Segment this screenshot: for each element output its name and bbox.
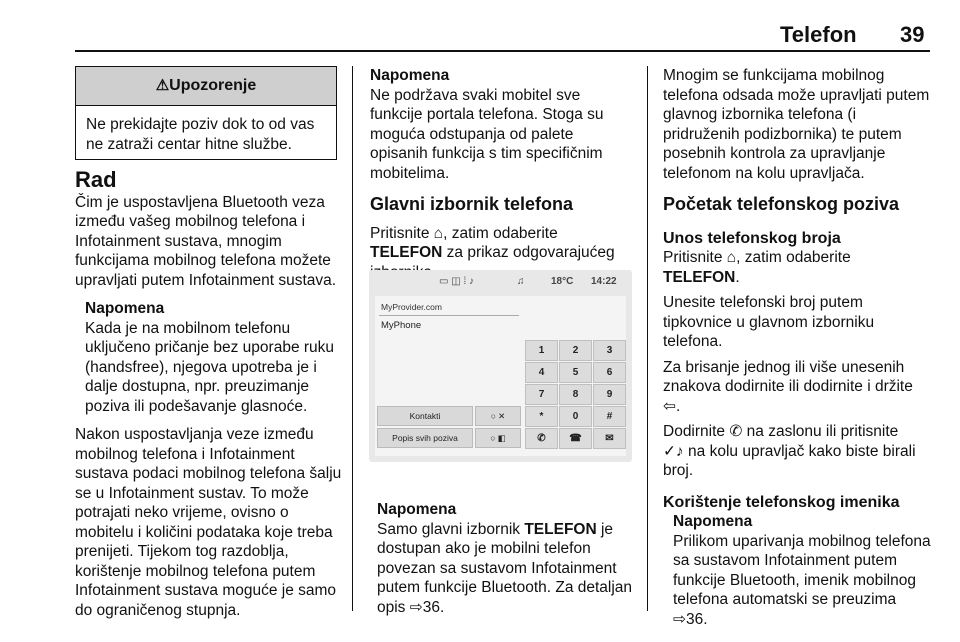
key-5[interactable]: 5 xyxy=(559,362,592,383)
infotainment-screen-image xyxy=(369,270,632,462)
key-7[interactable]: 7 xyxy=(525,384,558,405)
key-4[interactable]: 4 xyxy=(525,362,558,383)
status-icons: ▭ ◫ ⁞ ♪ xyxy=(439,276,475,287)
note-title: Napomena xyxy=(85,300,165,317)
dial-paragraph: Dodirnite ✆ na zaslonu ili pritisnite ✓♪ na kolu upravljač kako biste birali broj. xyxy=(663,423,916,479)
call-list-button[interactable]: Popis svih poziva xyxy=(377,428,473,448)
music-icon: ♫ xyxy=(517,276,525,287)
reference-arrow-icon: ⇨ xyxy=(409,598,423,616)
voicemail-icon: ✉ xyxy=(605,433,614,444)
mic-off-icon: ○ ✕ xyxy=(490,411,506,421)
speaker-icon: ○ ◧ xyxy=(490,433,506,443)
handsfree-button[interactable] xyxy=(475,428,521,448)
subheading-phonebook: Korištenje telefonskog imenika xyxy=(663,493,900,511)
column-divider-2 xyxy=(647,66,648,611)
enter-number-instructions: Pritisnite ⌂, zatim odaberite TELEFON. xyxy=(663,249,851,286)
page-header-title: Telefon xyxy=(780,22,857,47)
contacts-button[interactable]: Kontakti xyxy=(377,406,473,426)
clock: 14:22 xyxy=(591,276,617,287)
column-divider-1 xyxy=(352,66,353,611)
section-heading-main-menu: Glavni izbornik telefona xyxy=(370,194,574,214)
temperature: 18°C xyxy=(551,276,574,287)
note-handsfree xyxy=(75,299,343,416)
column-3 xyxy=(663,66,933,629)
data-transfer-paragraph: Nakon uspostavljanja veze između mobilnog telefona i Infotainment sustava podaci mobilnog telefona šalju se u Infotainment sustav. To može potrajati neko vrijeme, ovisno o mobitelu i količini podataka koje treba prenijeti. Tijekom tog razdoblja, korištenje mobilnog telefona putem Infotainment sustava moguće je samo do ograničenog stupnja. xyxy=(75,426,342,619)
key-6[interactable]: 6 xyxy=(593,362,626,383)
steering-call-icon: ✓♪ xyxy=(663,442,684,460)
subheading-number-entry: Unos telefonskog broja xyxy=(663,229,841,247)
mute-mic-button[interactable] xyxy=(475,406,521,426)
header-rule xyxy=(75,50,930,52)
note-text: Samo glavni izbornik TELEFON je dostupan ako je mobilni telefon povezan sa sustavom Infotainment putem funkcije Bluetooth. Za detaljan opis ⇨36. xyxy=(377,520,633,616)
key-0[interactable]: 0 xyxy=(559,406,592,427)
key-1[interactable]: 1 xyxy=(525,340,558,361)
phone-icon: ✆ xyxy=(537,433,546,444)
key-3[interactable]: 3 xyxy=(593,340,626,361)
page-number: 39 xyxy=(900,22,925,47)
home-icon: ⌂ xyxy=(726,249,737,266)
hangup-icon: ☎ xyxy=(569,433,582,444)
delete-paragraph: Za brisanje jednog ili više unesenih znakova dodirnite ili dodirnite i držite ⇦. xyxy=(663,358,913,415)
call-icon: ✆ xyxy=(729,423,743,440)
section-heading-rad: Rad xyxy=(75,167,117,192)
call-key[interactable] xyxy=(525,428,558,449)
warning-text: Ne prekidajte poziv dok to od vas ne zatraži centar hitne službe. xyxy=(86,116,315,153)
keypad-paragraph: Unesite telefonski broj putem tipkovnice u glavnom izborniku telefona. xyxy=(663,294,875,350)
screen-status-bar xyxy=(369,270,632,294)
column-1 xyxy=(75,167,343,620)
note-text: Ne podržava svaki mobitel sve funkcije portala telefona. Stoga su moguća odstupanja od palete opisanih funkcija s tim specifičnim mobitelima. xyxy=(370,86,604,182)
provider-name: MyProvider.com xyxy=(381,302,442,312)
note-title: Napomena xyxy=(377,501,457,518)
intro-paragraph: Čim je uspostavljena Bluetooth veza između vašeg mobilnog telefona i Infotainment sustava, mnogim funkcijama mobilnog telefona možete upravljati putem Infotainment sustava. xyxy=(75,193,337,289)
note-title: Napomena xyxy=(370,67,450,84)
key-hash[interactable]: # xyxy=(593,406,626,427)
steering-wheel-paragraph: Mnogim se funkcijama mobilnog telefona odsada može upravljati putem glavnog izbornika telefona (i pridruženih podizbornika) te putem posebnih kontrola za upravljanje telefonom na kolu upravljača. xyxy=(663,67,930,182)
key-star[interactable]: * xyxy=(525,406,558,427)
note-title: Napomena xyxy=(673,513,753,530)
warning-box xyxy=(75,66,337,160)
key-2[interactable]: 2 xyxy=(559,340,592,361)
main-menu-instructions: Pritisnite ⌂, zatim odaberite TELEFON za prikaz odgovarajućeg xyxy=(370,224,615,261)
warning-title: Upozorenje xyxy=(169,77,257,94)
hangup-key[interactable] xyxy=(559,428,592,449)
warning-icon: ⚠ xyxy=(155,77,170,94)
key-8[interactable]: 8 xyxy=(559,384,592,405)
warning-header xyxy=(76,67,336,106)
provider-divider xyxy=(379,315,519,316)
note-telefon-menu xyxy=(377,500,637,617)
section-heading-call: Početak telefonskog poziva xyxy=(663,194,900,214)
note-phonebook xyxy=(663,512,933,629)
key-9[interactable]: 9 xyxy=(593,384,626,405)
voicemail-key[interactable] xyxy=(593,428,626,449)
phone-name: MyPhone xyxy=(381,320,422,331)
note-text: Prilikom uparivanja mobilnog telefona sa sustavom Infotainment putem funkcije Bluetooth, imenik mobilnog telefona automatski se preuzima ⇨36. xyxy=(673,532,931,628)
reference-arrow-icon: ⇨ xyxy=(673,610,686,628)
home-icon: ⌂ xyxy=(433,224,444,242)
column-2 xyxy=(370,66,634,282)
backspace-icon: ⇦ xyxy=(663,397,676,415)
note-text: Kada je na mobilnom telefonu uključeno pričanje bez uporabe ruku (handsfree), njegova upotreba je i dalje dostupna, npr. preuzimanje poziva ili podešavanje glasnoće. xyxy=(85,319,335,415)
